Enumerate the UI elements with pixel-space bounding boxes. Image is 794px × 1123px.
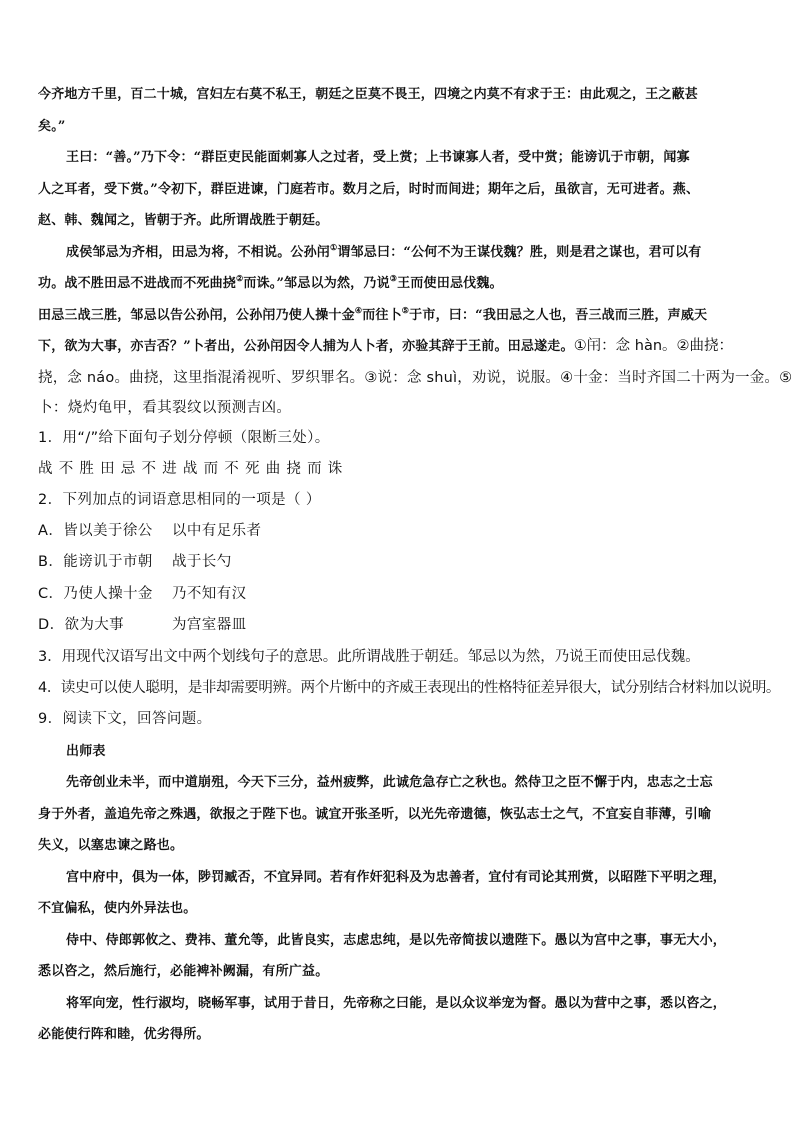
- option-a: [38, 519, 262, 540]
- passage2-line-1: [66, 241, 701, 260]
- footnotes-line-2: 挠，念 náo。曲挠，这里指混淆视听、罗织罪名。③说：念 shuì，劝说，说服。④十金：当时齐国二十两为一金。⑤: [38, 370, 793, 386]
- chushibiao-line-4: 宫中府中，俱为一体，陟罚臧否，不宜异同。若有作奸犯科及为忠善者，宜付有司论其刑赏，以昭陛下平明之理，: [66, 870, 727, 885]
- passage1-line-3: 王曰：“善。”乃下令：“群臣吏民能面刺寡人之过者，受上赏；上书谏寡人者，受中赏；能谤讥于市朝，闻寡: [66, 150, 690, 165]
- question-1-stem: 1．用“/”给下面句子划分停顿（限断三处）。: [38, 430, 330, 446]
- chushibiao-title: 出师表: [66, 744, 106, 759]
- chushibiao-line-9: 必能使行阵和睦，优劣得所。: [38, 1027, 210, 1042]
- footnote-marker: ①: [330, 242, 338, 252]
- footnote-marker: ④: [354, 305, 363, 315]
- passage2-line-2: [38, 272, 503, 291]
- question-4: 4．读史可以使人聪明，是非却需要明辨。两个片断中的齐威王表现出的性格特征差异很大，试分别结合材料加以说明。: [38, 680, 781, 696]
- option-c: [38, 582, 247, 603]
- passage2-text: 谓邹忌曰：“公何不为王谋伐魏？胜，则是君之谋也，君可以有: [337, 245, 702, 260]
- passage2-text: 而诛。”邹忌以为然，乃说: [243, 276, 390, 291]
- option-d: [38, 613, 247, 634]
- question-9: 9．阅读下文，回答问题。: [38, 711, 212, 727]
- chushibiao-line-6: 侍中、侍郎郭攸之、费祎、董允等，此皆良实，志虑忠纯，是以先帝简拔以遗陛下。愚以为宫中之事，事无大小，: [66, 933, 727, 948]
- footnote-marker: ③: [389, 273, 398, 283]
- option-b-label: B．能谤讥于市朝: [38, 554, 153, 570]
- passage1-line-5: 赵、韩、魏闻之，皆朝于齐。此所谓战胜于朝廷。: [38, 213, 329, 228]
- question-1-sentence: 战不胜田忌不进战而不死曲挠而诛: [38, 461, 349, 477]
- question-3: 3．用现代汉语写出文中两个划线句子的意思。此所谓战胜于朝廷。邹忌以为然，乃说王而使田忌伐魏。: [38, 649, 700, 665]
- footnotes-line-3: 卜：烧灼龟甲，看其裂纹以预测吉凶。: [38, 400, 292, 416]
- passage2-text: 下，欲为大事，亦吉否？”卜者出，公孙闬因令人捕为人卜者，亦验其辞于王前。田忌遂走。: [38, 339, 574, 354]
- option-c-label: C．乃使人操十金: [38, 586, 153, 602]
- passage2-text: 于市，曰：“我田忌之人也，吾三战而三胜，声威天: [409, 308, 708, 323]
- footnote-marker: ②: [236, 273, 244, 283]
- option-d-label: D．欲为大事: [38, 617, 125, 633]
- passage2-text: 功。战不胜田忌不进战而不死曲挠: [38, 276, 237, 291]
- chushibiao-line-3: 失义，以塞忠谏之路也。: [38, 838, 184, 853]
- passage2-text: 而往卜: [362, 308, 402, 323]
- passage2-text: 成侯邹忌为齐相，田忌为将，不相说。公孙闬: [66, 245, 331, 260]
- chushibiao-line-7: 悉以咨之，然后施行，必能裨补阙漏，有所广益。: [38, 964, 329, 979]
- option-d-pair: 为宫室器皿: [172, 617, 247, 633]
- passage1-line-4: 人之耳者，受下赏。”令初下，群臣进谏，门庭若市。数月之后，时时而间进；期年之后，虽欲言，无可进者。燕、: [38, 182, 700, 197]
- chushibiao-line-1: 先帝创业未半，而中道崩殂，今天下三分，益州疲弊，此诚危急存亡之秋也。然侍卫之臣不懈于内，忠志之士忘: [66, 775, 713, 790]
- chushibiao-line-5: 不宜偏私，使内外异法也。: [38, 901, 197, 916]
- footnote-marker: ⑤: [401, 305, 410, 315]
- option-a-label: A．皆以美于徐公: [38, 523, 153, 539]
- chushibiao-line-2: 身于外者，盖追先帝之殊遇，欲报之于陛下也。诚宜开张圣听，以光先帝遗德，恢弘志士之气，不宜妄自菲薄，引喻: [38, 807, 712, 822]
- question-2-stem: 2．下列加点的词语意思相同的一项是（ ）: [38, 492, 321, 508]
- option-c-pair: 乃不知有汉: [172, 586, 247, 602]
- chushibiao-line-8: 将军向宠，性行淑均，晓畅军事，试用于昔日，先帝称之曰能，是以众议举宠为督。愚以为营中之事，悉以咨之，: [66, 996, 727, 1011]
- passage2-text: 田忌三战三胜，邹忌以告公孙闬，公孙闬乃使人操十金: [38, 308, 355, 323]
- passage1-line-1: 今齐地方千里，百二十城，宫妇左右莫不私王，朝廷之臣莫不畏王，四境之内莫不有求于王：由此观之，王之蔽甚: [38, 87, 699, 102]
- option-b-pair: 战于长勺: [172, 554, 232, 570]
- passage2-line-4: [38, 334, 733, 355]
- passage2-text: 王而使田忌伐魏。: [397, 276, 503, 291]
- option-b: [38, 550, 232, 571]
- passage2-line-3: [38, 304, 707, 323]
- footnote-text: ①闬：念 hàn。②曲挠：: [573, 338, 734, 354]
- passage1-line-2: 矣。”: [38, 119, 66, 134]
- option-a-pair: 以中有足乐者: [172, 523, 262, 539]
